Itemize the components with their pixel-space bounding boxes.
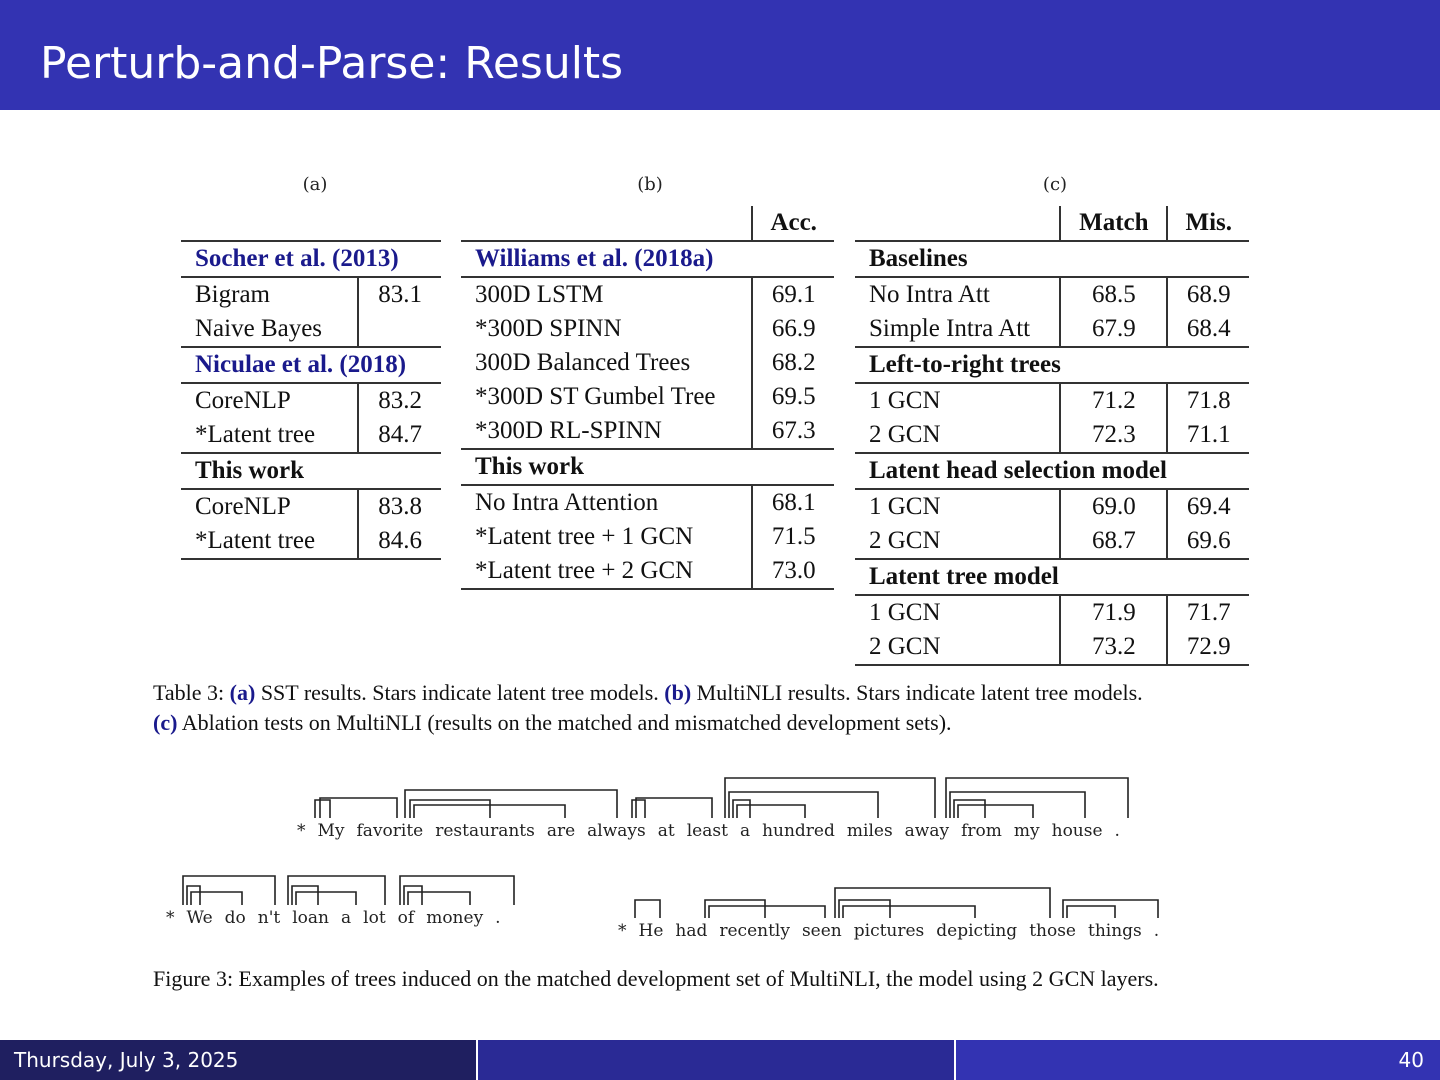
row-label: 300D Balanced Trees — [461, 346, 752, 380]
row-match: 69.0 — [1060, 489, 1167, 524]
row-value: 84.6 — [358, 524, 441, 559]
row-label: Bigram — [181, 277, 358, 312]
tree-word: pictures — [853, 921, 925, 941]
section-label: This work — [461, 449, 834, 485]
arc — [636, 798, 712, 818]
tree-word: He — [638, 921, 664, 941]
section-label: Williams et al. (2018a) — [461, 241, 834, 277]
row-label: 2 GCN — [855, 630, 1060, 665]
row-label: 300D LSTM — [461, 277, 752, 312]
tree-word: away — [904, 821, 950, 841]
row-mis: 71.1 — [1186, 421, 1231, 448]
footer-date: Thursday, July 3, 2025 — [14, 1048, 239, 1072]
tree-word: n't — [257, 908, 281, 928]
row-value: 68.1 — [771, 489, 816, 516]
arc — [737, 805, 805, 818]
arc — [946, 778, 1128, 818]
caption-c-text: Ablation tests on MultiNLI (results on the matched and mismatched development sets). — [177, 710, 952, 735]
arc — [183, 876, 275, 905]
row-label: 1 GCN — [855, 595, 1060, 630]
arc — [835, 888, 1050, 918]
tree-word: restaurants — [435, 821, 535, 841]
tree-word: things — [1088, 921, 1142, 941]
footer-middle — [478, 1040, 954, 1080]
arc — [296, 892, 356, 905]
tree-word: . — [495, 908, 501, 928]
row-value: 73.0 — [752, 554, 834, 589]
arc — [400, 876, 514, 905]
arc — [191, 892, 242, 905]
tree-word: . — [1153, 921, 1160, 941]
row-label: *Latent tree — [181, 418, 358, 453]
row-value: 83.2 — [378, 387, 423, 414]
arc — [288, 876, 385, 905]
row-match: 68.7 — [1060, 524, 1167, 559]
tree-word: a — [739, 821, 751, 841]
arc — [733, 800, 750, 818]
row-value: 84.7 — [378, 421, 423, 448]
row-label: CoreNLP — [181, 383, 358, 418]
section-label: Latent head selection model — [855, 453, 1249, 489]
row-match: 67.9 — [1060, 312, 1167, 347]
tree-word: those — [1029, 921, 1076, 941]
row-mis: 68.9 — [1186, 281, 1231, 308]
section-label: Latent tree model — [855, 559, 1249, 595]
section-label: Baselines — [855, 241, 1249, 277]
header-mis: Mis. — [1185, 209, 1232, 236]
tree-word: from — [961, 821, 1002, 841]
row-value: 83.1 — [378, 281, 423, 308]
tree-word: * — [166, 908, 175, 928]
row-label: 1 GCN — [855, 383, 1060, 418]
arc — [408, 892, 470, 905]
arc — [958, 805, 1033, 818]
arc — [315, 800, 330, 818]
row-mis: 71.8 — [1186, 387, 1231, 414]
row-match: 71.9 — [1060, 595, 1167, 630]
row-value: 67.3 — [771, 417, 816, 444]
arc — [404, 886, 422, 905]
row-value: 69.1 — [771, 281, 816, 308]
section-label: Niculae et al. (2018) — [181, 347, 441, 383]
arc — [709, 906, 825, 918]
arc — [410, 800, 490, 818]
tree-word: * — [297, 821, 306, 841]
row-label: Naive Bayes — [181, 312, 358, 347]
row-match: 71.2 — [1060, 383, 1167, 418]
tree-word: We — [186, 908, 213, 928]
tree-word: seen — [801, 921, 842, 941]
arc — [705, 900, 765, 918]
arc — [843, 906, 975, 918]
tree-word: least — [686, 821, 728, 841]
tree-word: loan — [292, 908, 330, 928]
section-label: Socher et al. (2013) — [181, 241, 441, 277]
header-acc: Acc. — [770, 209, 817, 236]
row-label: *Latent tree — [181, 524, 358, 559]
table-c-label: (c) — [1042, 174, 1068, 195]
row-value: 71.5 — [771, 523, 816, 550]
row-mis: 69.4 — [1186, 493, 1231, 520]
row-match: 68.5 — [1060, 277, 1167, 312]
row-label: No Intra Attention — [461, 485, 752, 520]
row-mis: 68.4 — [1186, 315, 1231, 342]
tree-word: always — [587, 821, 646, 841]
arc — [632, 800, 645, 818]
arc — [1063, 900, 1158, 918]
row-value: 69.5 — [771, 383, 816, 410]
tree-sentence-2 — [166, 908, 513, 928]
row-label: *300D RL-SPINN — [461, 414, 752, 449]
tree-word: house — [1051, 821, 1103, 841]
tree-word: money — [426, 908, 484, 928]
footer — [0, 1040, 1440, 1080]
footer-left — [0, 1040, 476, 1080]
arc — [635, 900, 660, 918]
tree-word: miles — [846, 821, 893, 841]
row-label: Simple Intra Att — [855, 312, 1060, 347]
row-label: *300D ST Gumbel Tree — [461, 380, 752, 414]
row-value: 68.2 — [771, 349, 816, 376]
row-value: 66.9 — [771, 315, 816, 342]
arc — [405, 790, 617, 818]
row-match: 72.3 — [1060, 418, 1167, 453]
arc — [187, 886, 200, 905]
row-label: 1 GCN — [855, 489, 1060, 524]
caption-a-text: SST results. Stars indicate latent tree models. — [255, 680, 665, 705]
caption-b-ref: (b) — [664, 680, 692, 705]
arc — [320, 798, 397, 818]
row-label: CoreNLP — [181, 489, 358, 524]
figure-caption: Figure 3: Examples of trees induced on the matched development set of MultiNLI, the model using 2 GCN layers. — [153, 966, 1159, 991]
tree-word: hundred — [762, 821, 835, 841]
header-match: Match — [1060, 206, 1167, 241]
row-label: 2 GCN — [855, 418, 1060, 453]
tree-word: of — [397, 908, 415, 928]
row-value: 83.8 — [378, 493, 423, 520]
section-label: Left-to-right trees — [855, 347, 1249, 383]
tree-word: . — [1114, 821, 1120, 841]
caption-a-ref: (a) — [229, 680, 256, 705]
table-a-label: (a) — [302, 174, 328, 195]
tree-word: lot — [363, 908, 386, 928]
tree-sentence-3 — [618, 921, 1171, 941]
row-mis: 69.6 — [1186, 527, 1231, 554]
caption-prefix: Table 3: — [153, 680, 230, 705]
tree-sentence-1 — [297, 821, 1132, 841]
tree-word: had — [675, 921, 708, 941]
tree-word: are — [546, 821, 576, 841]
arc — [839, 900, 890, 918]
page-number: 40 — [1398, 1048, 1424, 1072]
row-label: *Latent tree + 1 GCN — [461, 520, 752, 554]
row-match: 73.2 — [1060, 630, 1167, 665]
row-mis: 72.9 — [1167, 630, 1249, 665]
caption-c-ref: (c) — [153, 710, 178, 735]
section-label: This work — [181, 453, 441, 489]
arc — [1067, 906, 1115, 918]
row-mis: 71.7 — [1186, 599, 1231, 626]
row-label: 2 GCN — [855, 524, 1060, 559]
slide-title: Perturb-and-Parse: Results — [40, 38, 624, 89]
row-label: No Intra Att — [855, 277, 1060, 312]
tree-word: recently — [719, 921, 790, 941]
tree-word: favorite — [356, 821, 424, 841]
tree-word: at — [657, 821, 675, 841]
row-label: *300D SPINN — [461, 312, 752, 346]
caption-b-text: MultiNLI results. Stars indicate latent tree models. — [691, 680, 1143, 705]
row-label: *Latent tree + 2 GCN — [461, 554, 752, 589]
tree-word: a — [341, 908, 352, 928]
footer-right — [956, 1040, 1440, 1080]
arc — [725, 778, 935, 818]
tree-word: my — [1013, 821, 1040, 841]
tree-word: My — [317, 821, 345, 841]
tree-word: do — [224, 908, 246, 928]
table-b-label: (b) — [637, 174, 663, 195]
tree-word: * — [618, 921, 627, 941]
tree-word: depicting — [936, 921, 1018, 941]
